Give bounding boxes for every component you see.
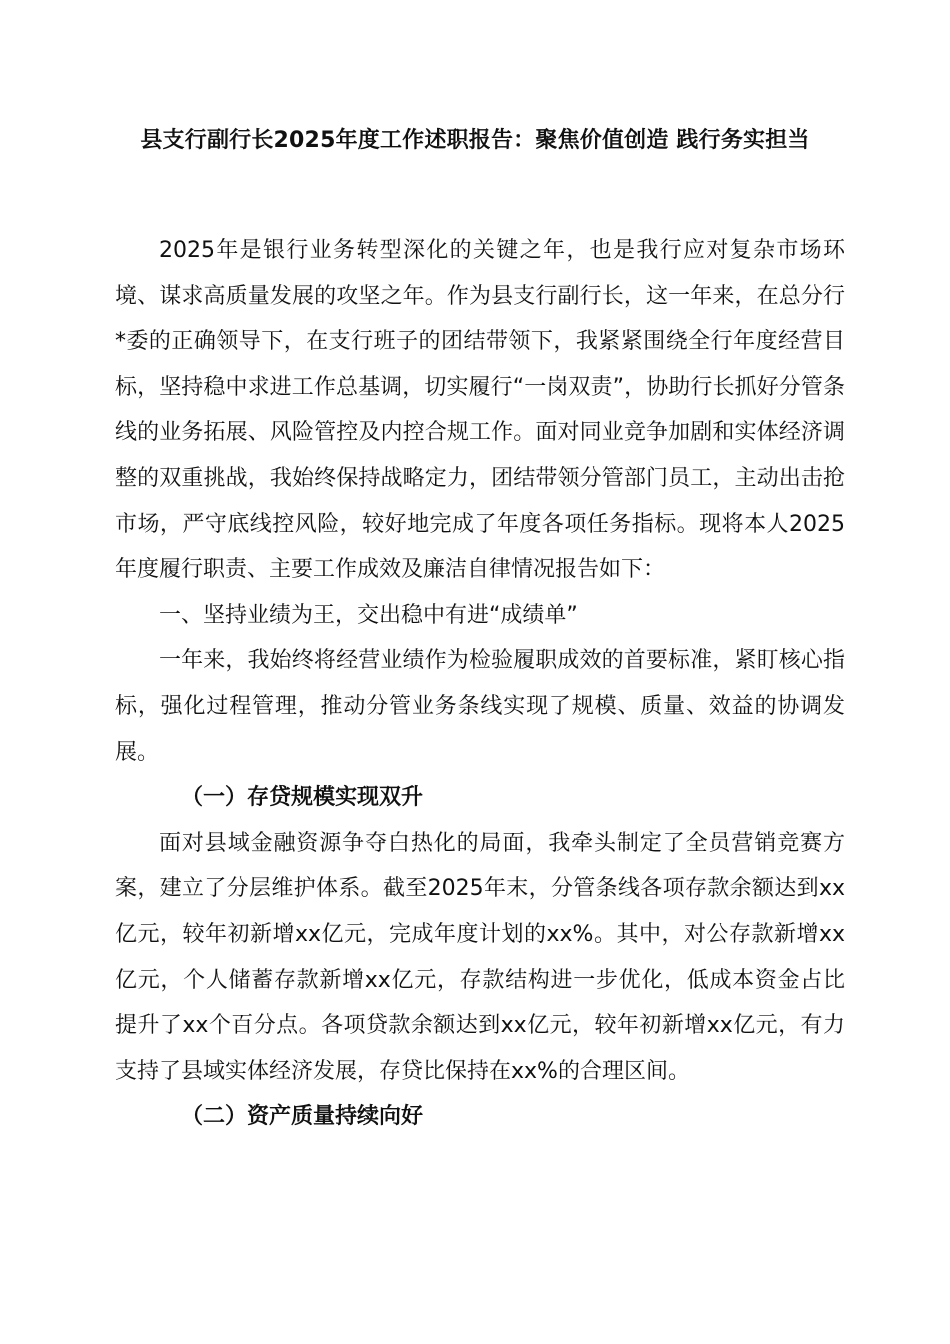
intro-paragraph: 2025年是银行业务转型深化的关键之年，也是我行应对复杂市场环境、谋求高质量发展的攻坚之年。作为县支行副行长，这一年来，在总分行*委的正确领导下，在支行班子的团结带领下，我紧紧围绕全行年度经营目标，坚持稳中求进工作总基调，切实履行“一岗双责”，协助行长抓好分管条线的业务拓展、风险管控及内控合规工作。面对同业竞争加剧和实体经济调整的双重挑战，我始终保持战略定力，团结带领分管部门员工，主动出击抢市场，严守底线控风险，较好地完成了年度各项任务指标。现将本人2025年度履行职责、主要工作成效及廉洁自律情况报告如下： <box>115 238 845 583</box>
body-paragraph: 面对县域金融资源争夺白热化的局面，我牵头制定了全员营销竞赛方案，建立了分层维护体系。截至2025年末，分管条线各项存款余额达到xx亿元，较年初新增xx亿元，完成年度计划的xx%。其中，对公存款新增xx亿元，个人储蓄存款新增xx亿元，存款结构进一步优化，低成本资金占比提升了xx个百分点。各项贷款余额达到xx亿元，较年初新增xx亿元，有力支持了县域实体经济发展，存贷比保持在xx%的合理区间。 <box>115 830 845 1084</box>
body-paragraph: 一年来，我始终将经营业绩作为检验履职成效的首要标准，紧盯核心指标，强化过程管理，推动分管业务条线实现了规模、质量、效益的协调发展。 <box>115 648 845 765</box>
subsection-heading: （二）资产质量持续向好 <box>181 1104 424 1130</box>
document-title: 县支行副行长2025年度工作述职报告：聚焦价值创造 践行务实担当 <box>140 128 810 153</box>
subsection-heading: （一）存贷规模实现双升 <box>181 785 424 811</box>
section-heading: 一、坚持业绩为王，交出稳中有进“成绩单” <box>159 602 578 628</box>
document-body <box>115 228 845 1140</box>
